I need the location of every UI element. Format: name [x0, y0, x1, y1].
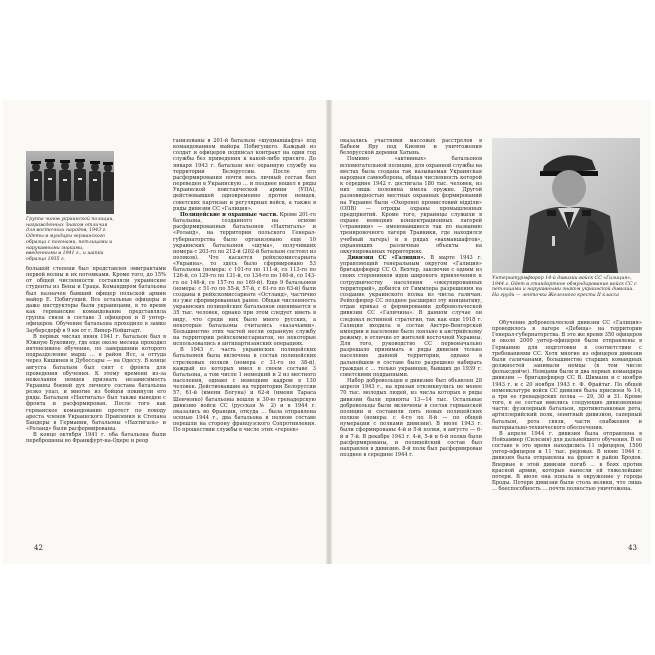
right-column-2	[492, 320, 642, 618]
page-number-left: 42	[34, 544, 43, 552]
police-group-photo	[26, 151, 114, 214]
left-column-2	[173, 138, 316, 618]
left-page	[3, 100, 326, 564]
police-photo-caption: Группа чинов украинской полиции, награжденных Знаком отличия для восточных народов, 1943 г. Одеты в мундиры германского образца с погонами, петлицами и нарукавными знаками, введенными в 1941 г., и шапки образца 1935 г.	[26, 217, 115, 262]
paragraph: В первых числах июня 1941 г. батальон был в Южную Буковину, где еще около месяца проходил интенсивное обучение, по завершении которого подразделение марш ... в район Ясс, а оттуда через Кишинев и Дубоссары — на Одессу. В конце августа батальон был снят с фронта для проведения обучения. К этому времени из-за нежелания немцев признать независимость Украины боевой дух личного состава батальона резко упал, и многие из бойцов покинули его ряды. Батальон «Нахтигаль» был также выведен с фронта и расформирован. После того как германское командование протест по поводу ареста членов Украинского Правления и Степана Бандеры в Германии, батальоны «Нахтигаль» и «Роланд» были расформированы.	[26, 333, 166, 433]
paragraph-text: Кроме 201-го батальона, созданного на основе расформированных батальонов «Нахтигаль» и «Роланд», на территории польского Генерал-губернаторства было организовано еще 10 украинских батальонов «шума», получивших номера с 203-го по 212-й (202-й батальон состоял из поляков). Что касается рейхскомиссариата «Украина», то здесь было сформировано 53 батальона (номера: с 101-го по 111-й, со 113-го по 126-й, со 129-го по 131-й, со 134-го по 140-й, со 143-го по 146-й, со 157-го по 169-й). Еще 9 батальонов (номера: с 51-го по 55-й, 57-й, с 61-го по 63-й) были созданы в рейхскомиссариате «Остланд», частично из уже сформированных ранее. Общая численность украинских полицейских батальонов оценивается в 35 тыс. человек, однако при этом следует иметь в виду, что среди них было много русских, а некоторые батальоны считались «казачьими». Большинство этих частей несли охранную службу на территории рейхскомиссариатов, но некоторые использовались в антипартизанских операциях.	[173, 211, 316, 348]
officer-portrait-photo	[492, 138, 640, 273]
page-number-right: 43	[628, 544, 637, 552]
paragraph: большой степени был представлен эмигрантами первой волны и их потомками. Кроме того, до 15% от общей численности составляли украинские студенты из Вены и Граца. Командиром батальона был назначен бывший офицер польской армии майор Е. Побигущий. Все остальные офицеры и даже инструкторы были украинцами, в то время как германские командование представляла группа связи в составе 3 офицеров и 8 унтер-офицеров. Обучение батальона проходило в замке Зауберсдорф в 9 км от г. Винер-Нойштадт.	[26, 266, 166, 334]
paragraph: В конце октября 1941 г. оба батальона были переброшены во Франкфурт-на-Одере и реор	[26, 432, 166, 445]
left-column-1	[26, 266, 166, 618]
paragraph	[340, 255, 482, 378]
paragraph: оказались участники массовых расстрелов в Бабьем Яру под Киевом и уничтожения белорусской деревни Хатынь.	[340, 138, 482, 157]
paragraph: Набор добровольцев в дивизию был объявлен 28 апреля 1943 г., на призыв откликнулись не менее 70 тыс. молодых людей, из числа которых в ряды дивизии были приняты 13—14 тыс. Остальные добровольцы были включены в состав германской полиции и составили пять новых полицейских полков (номера: с 4-го по 8-й — по общей нумерации с полками дивизии). В июле 1943 г. были сформированы 4-й и 5-й полки, в августе — 6-й и 7-й. В декабре 1943 г. 4-й, 5-й и 6-й полки были расформированы, и полицейский состав был направлен в дивизию. 8-й полк был расформирован позднее в середине 1944 г.	[340, 378, 482, 458]
paragraph	[173, 212, 316, 347]
right-page	[332, 100, 651, 564]
section-heading: Дивизия СС «Галиция».	[347, 254, 426, 261]
paragraph: В апреле 1944 г. дивизия была отправлена в Нойхаммер (Силезия) для дальнейшего обучения. В ее составе в это время находились 11 офицеров, 1500 унтер-офицеров и 11 тыс. рядовых. В июне 1944 г. дивизия была отправлена на фронт в район Бродов. Впервые в этой дивизии погиб ... в боях против красной армии, которые нанесли ей тяжелейшие потери. В июле она попала в окружение у города Броды. Потери дивизии были столь велики, что лишь ... боеспособность ... почти полностью уничтожена.	[492, 430, 642, 493]
officer-photo-caption: Унтерштурмфюрер 14-й дивизии войск СС «Галиция», 1944 г. Одет в стандартное обмундирование войск СС с петлицами и нарукавными знаком украинской дивизии. На груди — ленточка Железного креста II класса	[492, 276, 637, 299]
paragraph: ганизованы в 201-й батальон «шуцманшафта» под командованием майора Побигущего. Каждый из солдат и офицеров подписал контракт на один год службы без приведения к какой-либо присяге. До января 1943 г. батальон нес охранную службу на территории Белоруссии. После его расформирования почти весь личный состав был переведен в Украинскую ... и позднее вошел в ряды Украинской повстанческой армии (УПА), действовавшей одновременно против немцев, советских партизан и регулярных войск, а также в ряды дивизии СС «Галиция».	[173, 138, 316, 212]
paragraph-text: В марте 1943 г. управляющий генеральным округом «Галиция» бригадефюрер СС О. Вехтер, заключив с одним из своих сторонников идеи широкого привлечения к сотрудничеству населения «оккупированных территорий», добился от Гиммлера разрешения на создание украинского полка из числа галичан. Рейхсфюрер СС позднее расширил эту инициативу, отдав приказ о формировании добровольческой дивизии СС «Галичина». В данном случае он следовал истинной стратегии, так как еще 1918 г. Галиция входила в состав Австро-Венгерской империи и население было лояльно к австрийскому режиму, в отличие от жителей восточной Украины. Для того, руководство СС первоначально разрешало принимать в ряды дивизии только население данной территории, однако в дальнейшем в составе было разрешено набирать граждан с ... только украинцев, бывших до 1939 г. советскими подданными.	[340, 254, 482, 378]
right-column-1	[340, 138, 482, 618]
paragraph: В 1943 г. часть украинских полицейских батальонов была включена в состав полицейских стрелковых полков (номера с 31-го по 38-й), каждый из которых имел в своем составе 3 батальона, а том числе 1 немецкий и 2 из местного населения, однако с немецким кадром в 130 человек. Действовавшие на территории Белоруссии 57, 61-й (имени Богуна) и 62-й (имени Тараса Шевченко) батальоны вошли в 30-ю гренадерскую дивизию войск СС (русская № 2) и в 1944 г. оказались во Франции, откуда ... была отправлена осенью 1944 г., два батальона в полном составе перешли на сторону французского Сопротивления. По прошествии службы в числе этих «героев»	[173, 347, 316, 434]
paragraph: Помимо «активных» батальонов вспомогательной полиции, для охранной службы на местах была создана так называемая Украинская народная самооборона, общая численность которой к середине 1942 г. достигала 180 тыс. человек, из них лишь половина имела оружие. Другой разновидностью местных охранных формирований на Украине были «Охоронні промисловий відділи» (ОПВ) — отряды охраны промышленных предприятий. Кроме того, украинцы служили в охране немецких концентрационных лагерей («травники» — именовавшиеся так по названию тренировочного лагеря Травники, где находился учебный лагерь) и в рядах «вахманшафтов», охранявших различные объекты на оккупированных территориях.	[340, 156, 482, 255]
section-heading: Полицейские и охранные части.	[180, 211, 278, 218]
paragraph: Обучение добровольческой дивизии СС «Галиция» проводилось в лагере «Дебица» на территории Генерал-губернаторства. В это же время 350 офицеров и около 2000 унтер-офицеров были отправлены в Германию для подготовки в соответствии с требованиями СС. Хотя многие из офицеров дивизии были галичанами, большинство старших командных должностей занимали немцы (в том числе фольксдойче). Немцами были и два первых командира дивизии — бригадефюрер СС В. Шиманн и с ноября 1943 г. и с 20 ноября 1943 г. Ф. Фрайтаг. По общей номенклатуре войск СС дивизия была присвоен № 14, а три ее гренадерских полка — 29, 30 и 31. Кроме того, в ее состав имелись следующие дивизионные части: фузилерный батальон, противотанковая рота, артиллерийский полк, зенитный дивизион, саперный батальон, рота связи, части снабжения и материально-технического обеспечения.	[492, 320, 642, 431]
